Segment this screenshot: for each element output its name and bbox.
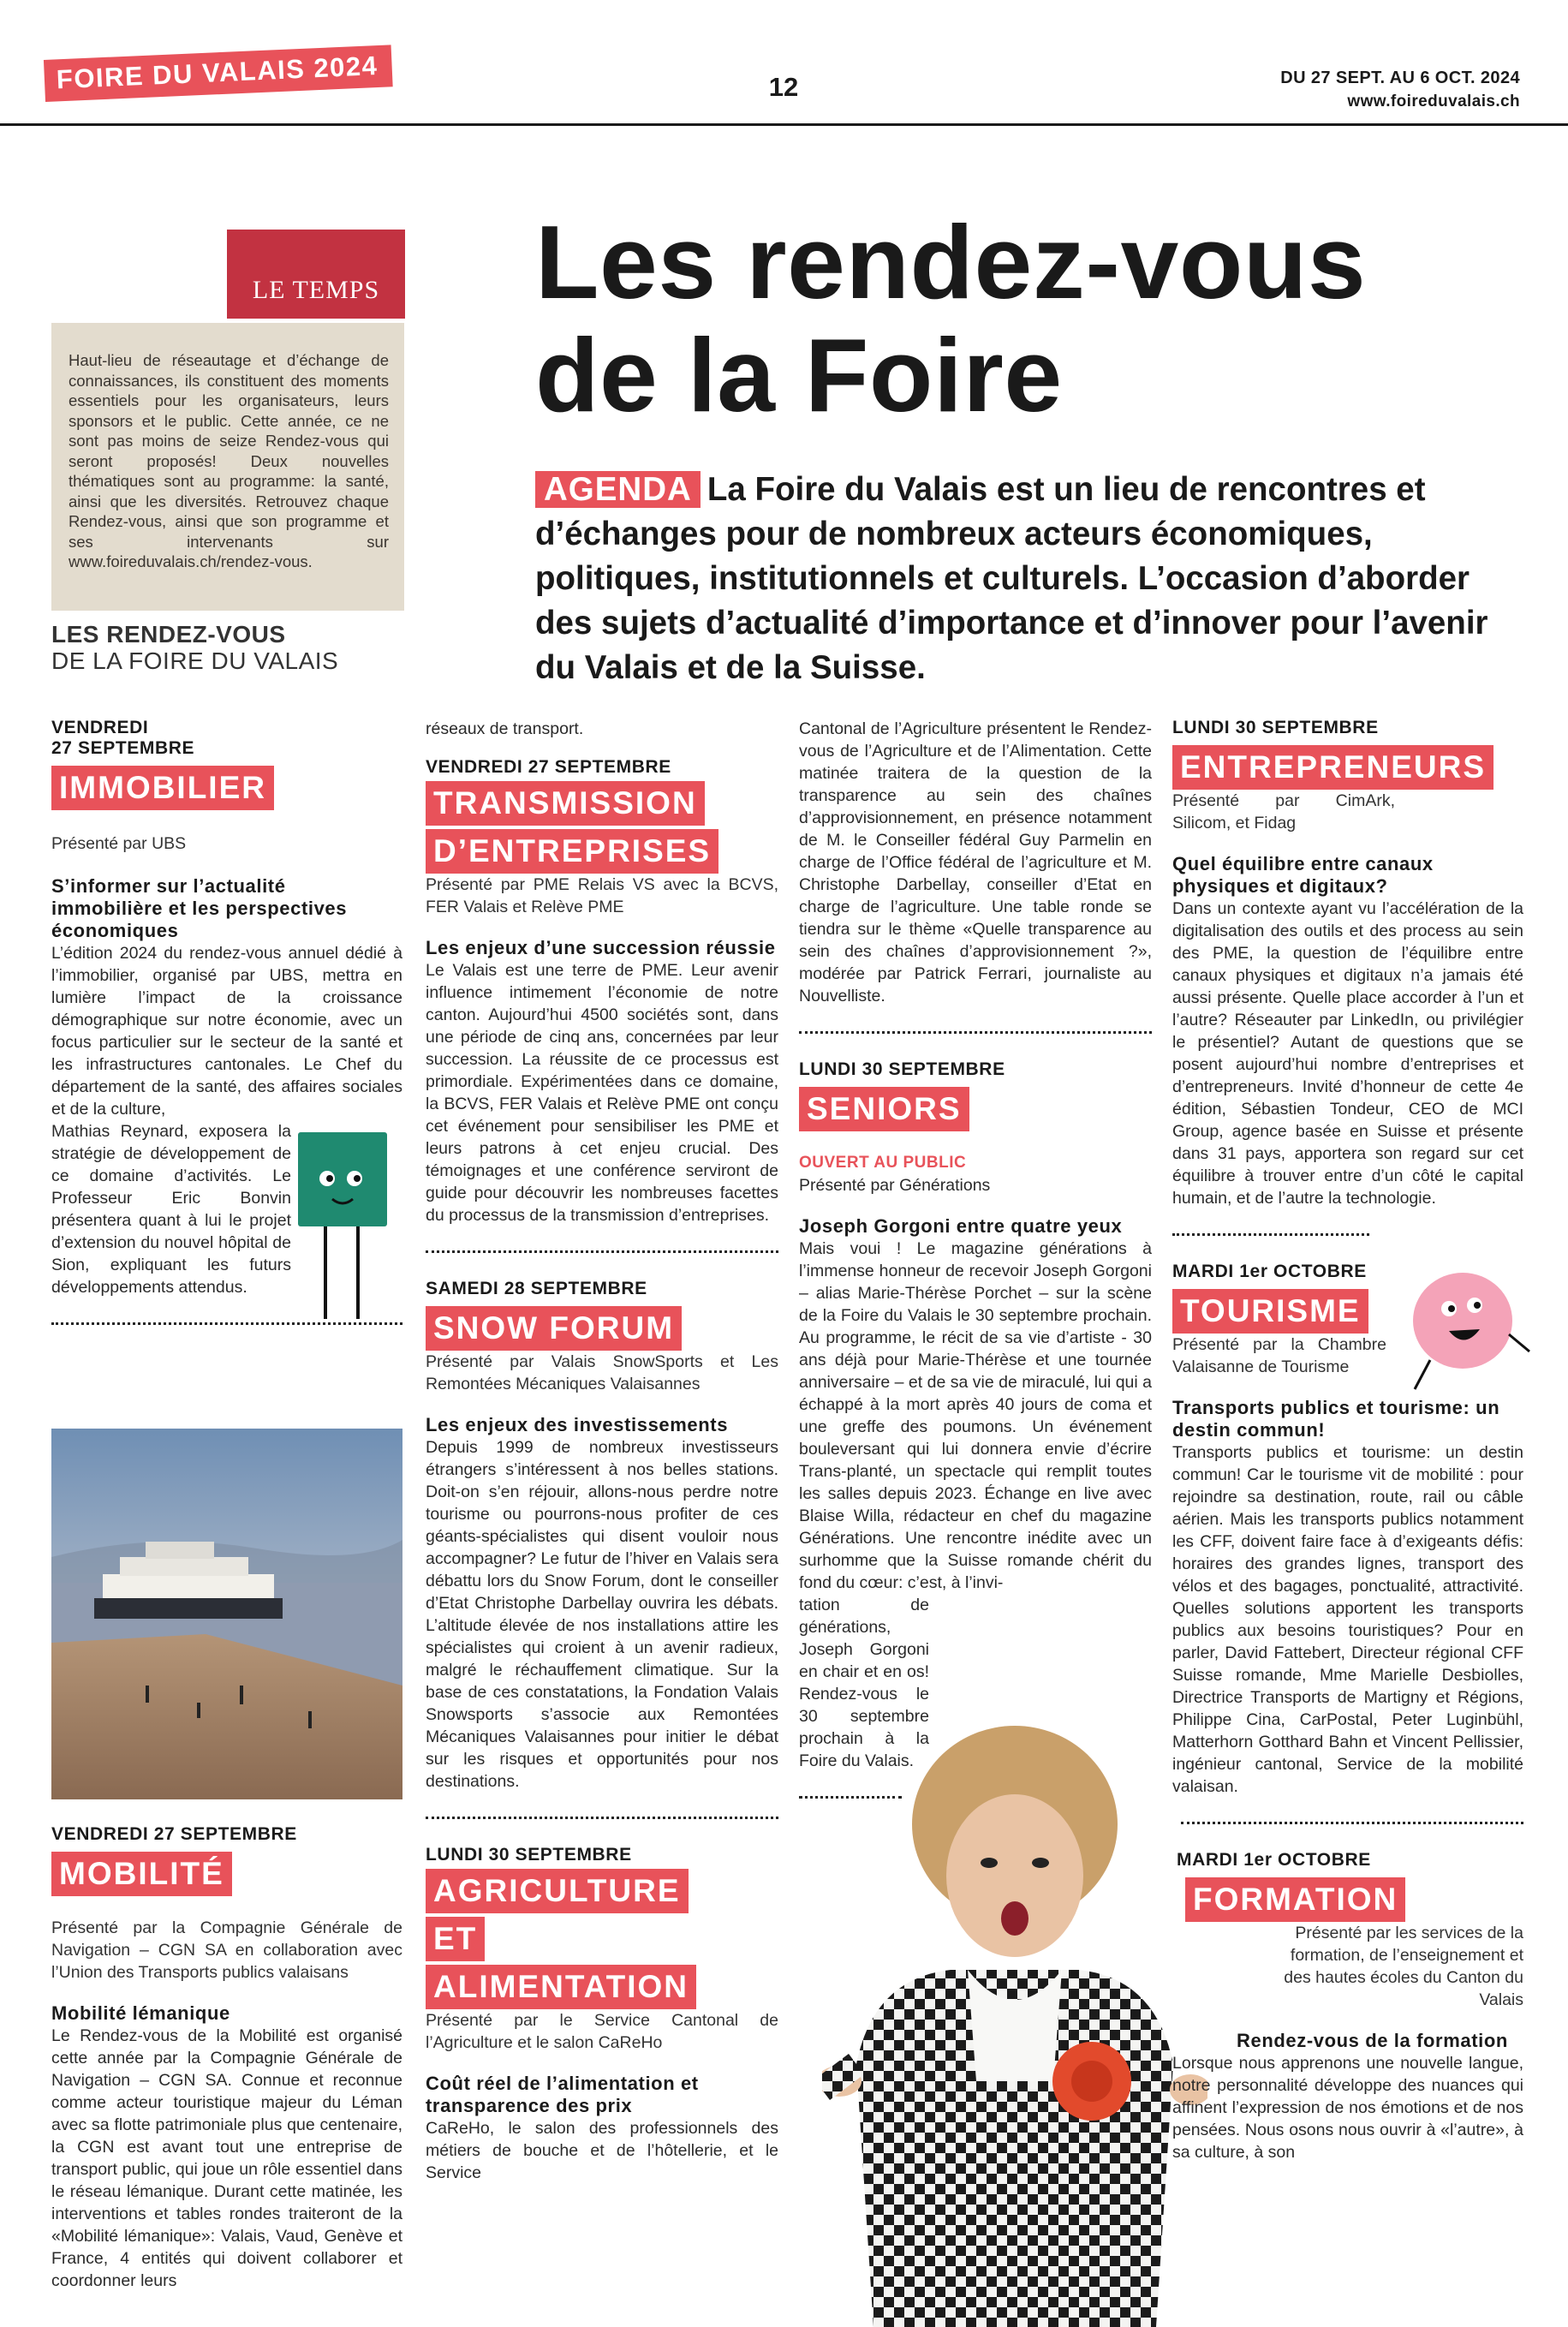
day-label: 27 SEPTEMBRE (51, 738, 195, 758)
column-2 (426, 718, 778, 2184)
event-subtitle: Joseph Gorgoni entre quatre yeux (799, 1215, 1123, 1237)
presented-by: Présenté par Valais SnowSports et Les Remontées Mécaniques Valaisannes (426, 1352, 778, 1393)
column-3 (799, 718, 1152, 1824)
day-label: VENDREDI 27 SEPTEMBRE (426, 757, 671, 777)
presented-by: Présenté par CimArk, Silicom, et Fidag (1172, 791, 1395, 832)
dotted-divider (1181, 1822, 1523, 1824)
event-body: Le Rendez-vous de la Mobilité est organisé cette année par la Compagnie Générale de Navigation – CGN SA. Connue et reconnue comme acteur touristique majeur du Léman avec sa flotte patrimoniale plus que centenaire, la CGN est avant tout une entreprise de transport public, qui joue un rôle essentiel dans le réseau lémanique. Durant cette matinée, les interventions et tables rondes traiteront de la «Mobilité lémanique»: Valais, Vaud, Genève et France, 4 entités qui doivent collaborer et coordonner leurs (51, 2026, 402, 2290)
day-label: VENDREDI (51, 718, 149, 737)
column-1-mobilite (51, 1824, 402, 2292)
event-subtitle: Mobilité lémanique (51, 2002, 230, 2024)
event-subtitle: Quel équilibre entre canaux physiques et digitaux? (1172, 853, 1434, 897)
green-mascot-illustration (291, 1129, 394, 1326)
day-label: VENDREDI 27 SEPTEMBRE (51, 1824, 297, 1844)
page-number: 12 (768, 72, 799, 102)
presented-by: Présenté par PME Relais VS avec la BCVS, FER Valais et Relève PME (426, 875, 778, 916)
day-label: LUNDI 30 SEPTEMBRE (426, 1845, 632, 1865)
open-to-public-label: OUVERT AU PUBLIC (799, 1154, 967, 1172)
day-label: LUNDI 30 SEPTEMBRE (1172, 718, 1379, 737)
title-line1: Les rendez-vous (535, 204, 1367, 320)
event-subtitle: Les enjeux d’une succession réussie (426, 937, 776, 958)
dotted-divider (1172, 1233, 1369, 1236)
event-subtitle: Coût réel de l’alimentation et transparence des prix (426, 2073, 699, 2116)
website-text: www.foireduvalais.ch (1347, 92, 1520, 110)
presented-by: Présenté par la Chambre Valaisanne de Tourisme (1172, 1335, 1386, 1376)
rendez-vous-logo (51, 621, 338, 674)
day-label: LUNDI 30 SEPTEMBRE (799, 1059, 1005, 1079)
event-body: CaReHo, le salon des professionnels des métiers de bouche et de l’hôtellerie, et le Service (426, 2119, 778, 2182)
rdv-logo-line2: DE LA FOIRE DU VALAIS (51, 647, 339, 674)
badge-tourisme: TOURISME (1172, 1289, 1368, 1334)
badge-agriculture: ET (426, 1917, 485, 1961)
badge-immobilier: IMMOBILIER (51, 766, 274, 810)
dates-text: DU 27 SEPT. AU 6 OCT. 2024 (1280, 69, 1520, 87)
badge-snow-forum: SNOW FORUM (426, 1306, 682, 1351)
lead-text: La Foire du Valais est un lieu de rencontres et d’échanges pour de nombreux acteurs économiques, politiques, institutionnels et culturels. L’occasion d’aborder des sujets d’actualité d’importance et d’innover pour l’avenir du Valais et de la Suisse. (535, 471, 1488, 686)
badge-group (426, 1869, 778, 2009)
event-subtitle: Transports publics et tourisme: un destin commun! (1172, 1397, 1500, 1441)
day-label: SAMEDI 28 SEPTEMBRE (426, 1279, 647, 1298)
rdv-logo-line1: LES RENDEZ-VOUS (51, 621, 286, 647)
intro-text: Haut-lieu de réseautage et d’échange de connaissances, ils constituent des moments essentiels pour les organisateurs, leurs sponsors et le public. Cette année, ce ne sont pas moins de seize Rendez-vous qui seront proposés! Deux nouvelles thématiques sont au programme: la santé, ainsi que les diversités. Retrouvez chaque Rendez-vous, ainsi que son programme et ses intervenants sur www.foireduvalais.ch/rendez-vous. (69, 351, 389, 570)
badge-entrepreneurs: ENTREPRENEURS (1172, 745, 1493, 790)
event-body: Depuis 1999 de nombreux investisseurs étrangers s’intéressent à nos belles stations. Doit-on s’en réjouir, allons-nous perdre notre tourisme ou pourrons-nous profiter de ces géants-spécialistes qui disent vouloir nous accompagner? Le futur de l’hiver en Valais sera débattu lors du Snow Forum, dont le conseiller d’Etat Christophe Darbellay ouvrira les débats. L’altitude élevée de nos installations attire les spécialistes qui croient à un avenir radieux, malgré le réchauffement climatique. Sur la base de ces constatations, la Fondation Valais Snowsports s’associe aux Remontées Mécaniques Valaisannes pour initier le débat sur les risques et opportunités pour nos destinations. (426, 1438, 778, 1791)
le-temps-logo: LE TEMPS (227, 230, 405, 319)
badge-agriculture: AGRICULTURE (426, 1869, 689, 1913)
event-body: Le Valais est une terre de PME. Leur avenir influence intimement l’économie de notre canton. Aujourd’hui 4500 sociétés sont, dans une période de cinq ans, concernées par leur succession. La réussite de ce processus est primordiale. Expérimentées dans ce domaine, la BCVS, FER Valais et Relève PME ont conçu cet événement pour sensibiliser les PME et leurs patrons à cet enjeu crucial. Des témoignages et une conférence serviront de guide pour découvrir les nombreuses facettes du processus de la transmission d’entreprises. (426, 961, 778, 1225)
dotted-divider (426, 1817, 778, 1819)
event-subtitle: S’informer sur l’actualité immobilière et les perspectives économiques (51, 875, 348, 941)
badge-transmission: D’ENTREPRISES (426, 829, 718, 874)
event-subtitle: Les enjeux des investissements (426, 1414, 729, 1435)
presented-by: Présenté par les services de la formation, de l’enseignement et des hautes écoles du Canton du Valais (1284, 1924, 1523, 2009)
badge-group (426, 781, 778, 874)
title-line2: de la Foire (535, 317, 1063, 433)
badge-formation: FORMATION (1185, 1877, 1405, 1922)
agenda-badge: AGENDA (535, 471, 701, 508)
boat-photo (51, 1429, 402, 1799)
badge-transmission: TRANSMISSION (426, 781, 705, 826)
dotted-divider (799, 1031, 1152, 1034)
brand-tag: FOIRE DU VALAIS 2024 (44, 45, 392, 102)
day-label: MARDI 1er OCTOBRE (1172, 1262, 1367, 1281)
presented-by: Présenté par la Compagnie Générale de Navigation – CGN SA en collaboration avec l’Union des Transports publics valaisans (51, 1918, 402, 1982)
badge-mobilite: MOBILITÉ (51, 1852, 232, 1896)
event-body: Mais voui ! Le magazine générations à l’immense honneur de recevoir Joseph Gorgoni – alias Marie-Thérèse Porchet – sur la scène de la Foire du Valais le 30 septembre prochain. Au programme, le récit de sa vie d’artiste - 30 ans déjà pour Marie-Thérèse et une tournée anniversaire – et de sa vie de miraculé, lui qui a échappé à la mort après 40 jours de coma et une greffe des poumons. Un événement bouleversant qui lui donnera envie d’écrire Trans-planté, un spectacle qui remplit toutes les salles depuis 2023. Échange en live avec Blaise Willa, rédacteur en chef du magazine Générations. Une rencontre inédite avec un surhomme que la Suisse romande chérit du fond du cœur: c’est, à l’invi- (799, 1239, 1152, 1592)
presented-by: Présenté par UBS (51, 834, 187, 853)
presented-by: Présenté par le Service Cantonal de l’Agriculture et le salon CaReHo (426, 2011, 778, 2052)
continuation-text: réseaux de transport. (426, 719, 584, 738)
event-body: Dans un contexte ayant vu l’accélération de la digitalisation des outils et des process au sein des PME, la question de l’équilibre entre canaux physiques et digitaux n’a jamais été aussi présente. Quelle place accorder à l’un et l’autre? Réseauter par LinkedIn, ou privilégier le présentiel? Autant de questions que se posent aujourd’hui nombre d’entreprises et d’entrepreneurs. Invité d’honneur de cette 4e édition, Sébastien Tondeur, CEO de MCI Group, agence basée en Suisse et présente dans 31 pays, apportera son regard sur cet équilibre à trouver entre d’un côté le capital humain, et de l’autre la technologie. (1172, 899, 1523, 1208)
badge-seniors: SENIORS (799, 1087, 969, 1131)
page-title (535, 206, 1520, 432)
header-rule (0, 123, 1568, 126)
lead-paragraph (535, 468, 1529, 690)
event-body: Transports publics et tourisme: un destin commun! Car le tourisme vit de mobilité : pour rejoindre sa destination, route, rail ou câble aérien. Mais les transports publics notamment les CFF, doivent faire face à d’exigeants défis: horaires des grandes lignes, transport des vélos et des bagages, ponctualité, attractivité. Quelles solutions apportent les transports publics aux besoins touristiques? Pour en parler, David Fattebert, Directeur régional CFF Suisse romande, Mme Marielle Desbiolles, Directrice Transports de Martigny et Régions, Philippe Cina, CarPostal, Peter Luginbühl, Matterhorn Gotthard Bahn et Vincent Pellissier, ingénieur cantonal, Service de la mobilité valaisan. (1172, 1443, 1523, 1796)
event-body: Mathias Reynard, exposera la stratégie de développement de ce domaine d’activités. Le Professeur Eric Bonvin présentera quant à lui le projet d’extension du nouvel hôpital de Sion, expliquant les futurs développements attendus. (51, 1122, 291, 1297)
edition-dates (1280, 67, 1520, 113)
event-body: tation de générations, Joseph Gorgoni en chair et en os! Rendez-vous le 30 septembre prochain à la Foire du Valais. (799, 1596, 929, 1770)
pink-mascot-illustration (1396, 1268, 1533, 1396)
event-body: L’édition 2024 du rendez-vous annuel dédié à l’immobilier, organisé par UBS, mettra en lumière l’impact de la croissance démographique sur notre économie, avec un focus particulier sur le secteur de la santé et les infrastructures cantonales. Le Chef du département de la santé, des affaires sociales et de la culture, (51, 944, 402, 1119)
column-4 (1172, 718, 1523, 2163)
badge-agriculture: ALIMENTATION (426, 1965, 696, 2009)
event-body: Lorsque nous apprenons une nouvelle langue, notre personnalité développe des nuances qui affinent l’expression de nos émotions et de nos pensées. Nous osons nous ouvrir à «l’autre», à sa culture, à son (1172, 2054, 1523, 2162)
day-label: MARDI 1er OCTOBRE (1177, 1850, 1371, 1870)
intro-box (51, 323, 404, 611)
continuation-text: Cantonal de l’Agriculture présentent le Rendez-vous de l’Agriculture et de l’Alimentation. Cette matinée traitera de la question de la transparence au sein des chaînes d’approvisionnement, en présence notamment de M. le Conseiller fédéral Guy Parmelin en charge de l’Office fédéral de l’agriculture et M. Christophe Darbellay, conseiller d’Etat en charge de l’agriculture. Une table ronde se tiendra sur le thème «Quelle transparence au sein des chaînes d’approvisionnement ?», modérée par Patrick Ferrari, journaliste au Nouvelliste. (799, 719, 1152, 1005)
event-subtitle: Rendez-vous de la formation (1237, 2030, 1508, 2051)
marie-therese-photo (822, 1721, 1207, 2327)
dotted-divider (426, 1250, 778, 1253)
presented-by: Présenté par Générations (799, 1176, 991, 1195)
